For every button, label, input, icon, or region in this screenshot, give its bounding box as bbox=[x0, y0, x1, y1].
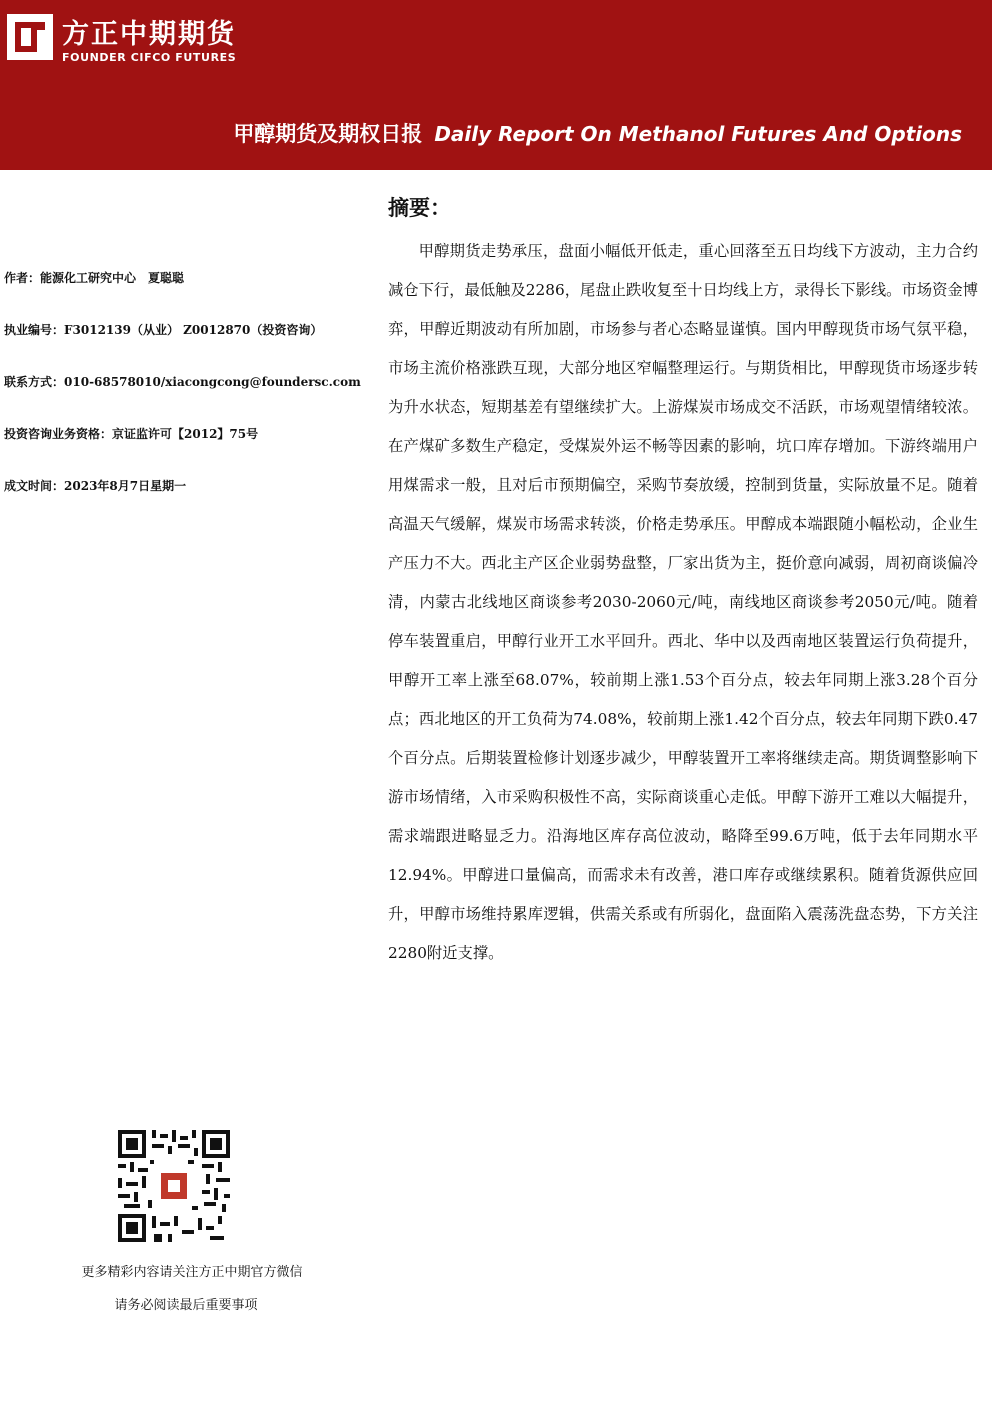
contact-info bbox=[4, 373, 374, 390]
date-value: 2023年8月7日星期一 bbox=[64, 479, 187, 493]
report-title bbox=[233, 118, 962, 148]
founder-logo-icon bbox=[7, 14, 53, 60]
license-label: 执业编号： bbox=[4, 323, 65, 337]
license-info bbox=[4, 321, 374, 338]
contact-value: 010-68578010/xiacongcong@foundersc.com bbox=[64, 375, 361, 389]
date-label: 成文时间： bbox=[4, 479, 65, 493]
brand-name-cn: 方正中期期货 bbox=[62, 19, 236, 50]
footer-disclaimer-note: 请务必阅读最后重要事项 bbox=[114, 1298, 258, 1313]
date-info bbox=[4, 477, 374, 494]
summary-body: 甲醇期货走势承压，盘面小幅低开低走，重心回落至五日均线下方波动，主力合约减仓下行，最低触及2286，尾盘止跌收复至十日均线上方，录得长下影线。市场资金博弈，甲醇近期波动有所加剧，市场参与者心态略显谨慎。国内甲醇现货市场气氛平稳，市场主流价格涨跌互现，大部分地区窄幅整理运行。与期货相比，甲醇现货市场逐步转为升水状态，短期基差有望继续扩大。上游煤炭市场成交不活跃，市场观望情绪较浓。在产煤矿多数生产稳定，受煤炭外运不畅等因素的影响，坑口库存增加。下游终端用户用煤需求一般，且对后市预期偏空，采购节奏放缓，控制到货量，实际放量不足。随着高温天气缓解，煤炭市场需求转淡，价格走势承压。甲醇成本端跟随小幅松动，企业生产压力不大。西北主产区企业弱势盘整，厂家出货为主，挺价意向减弱，周初商谈偏冷清，内蒙古北线地区商谈参考2030-2060元/吨，南线地区商谈参考2050元/吨。随着停车装置重启，甲醇行业开工水平回升。西北、华中以及西南地区装置运行负荷提升，甲醇开工率上涨至68.07%，较前期上涨1.53个百分点，较去年同期上涨3.28个百分点；西北地区的开工负荷为74.08%，较前期上涨1.42个百分点，较去年同期下跌0.47个百分点。后期装置检修计划逐步减少，甲醇装置开工率将继续走高。期货调整影响下游市场情绪，入市采购积极性不高，实际商谈重心走低。甲醇下游开工难以大幅提升，需求端跟进略显乏力。沿海地区库存高位波动，略降至99.6万吨，低于去年同期水平12.94%。甲醇进口量偏高，而需求未有改善，港口库存或继续累积。随着货源供应回升，甲醇市场维持累库逻辑，供需关系或有所弱化，盘面陷入震荡洗盘态势，下方关注2280附近支撑。 bbox=[388, 242, 978, 962]
author-info bbox=[4, 269, 374, 286]
report-title-cn: 甲醇期货及期权日报 bbox=[233, 122, 423, 146]
qualification-label: 投资咨询业务资格： bbox=[4, 427, 113, 441]
brand-name-en: FOUNDER CIFCO FUTURES bbox=[62, 51, 237, 64]
page-header bbox=[0, 0, 992, 170]
wechat-qr-code-icon bbox=[118, 1130, 230, 1242]
summary-heading: 摘要： bbox=[388, 196, 451, 220]
qualification-info bbox=[4, 425, 374, 442]
author-value: 能源化工研究中心 夏聪聪 bbox=[40, 271, 185, 285]
license-value: F3012139（从业） Z0012870（投资咨询） bbox=[64, 323, 323, 337]
report-title-en: Daily Report On Methanol Futures And Options bbox=[434, 122, 962, 146]
author-label: 作者： bbox=[4, 271, 41, 285]
qualification-value: 京证监许可【2012】75号 bbox=[112, 427, 259, 441]
footer-wechat-note: 更多精彩内容请关注方正中期官方微信 bbox=[81, 1265, 303, 1280]
contact-label: 联系方式： bbox=[4, 375, 65, 389]
